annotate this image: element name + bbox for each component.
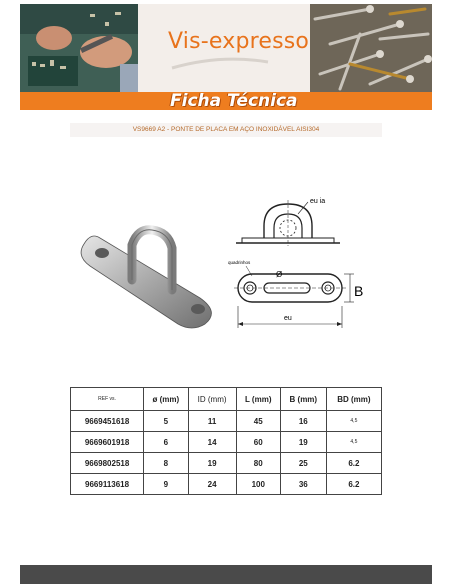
brand-swoosh (170, 56, 270, 70)
cell-length: 80 (236, 453, 280, 474)
banner-title: Ficha Técnica (170, 91, 298, 110)
col-header-id: ID (mm) (188, 388, 236, 411)
cell-width: 16 (280, 411, 326, 432)
cell-ref: 9669601918 (71, 432, 144, 453)
label-bottom: eu (284, 315, 292, 322)
footer-bar (20, 565, 432, 584)
cell-width: 36 (280, 474, 326, 495)
specs-table (70, 387, 382, 495)
cell-width: 25 (280, 453, 326, 474)
cell-bd: 4,5 (326, 411, 381, 432)
col-header-diameter: ø (mm) (144, 388, 188, 411)
cell-ref: 9669451618 (71, 411, 144, 432)
table-row (71, 474, 382, 495)
workbench-photo (20, 4, 138, 92)
cell-length: 45 (236, 411, 280, 432)
cell-diameter: 8 (144, 453, 188, 474)
brand-name: Vis-expresso (168, 29, 310, 54)
cell-bd: 4,5 (326, 432, 381, 453)
cell-bd: 6.2 (326, 453, 381, 474)
label-diameter: Ø (276, 270, 283, 279)
cell-width: 19 (280, 432, 326, 453)
product-subtitle: VS9669 A2 - PONTE DE PLACA EM AÇO INOXIDÁVEL AISI304 (70, 123, 382, 137)
label-top: eu ia (310, 198, 326, 205)
cell-diameter: 9 (144, 474, 188, 495)
cell-length: 60 (236, 432, 280, 453)
product-image (80, 220, 230, 330)
cell-id: 14 (188, 432, 236, 453)
table-row (71, 453, 382, 474)
col-header-length: L (mm) (236, 388, 280, 411)
table-header-row (71, 388, 382, 411)
table-row (71, 432, 382, 453)
header-banner (20, 4, 432, 110)
cell-length: 100 (236, 474, 280, 495)
label-b: B (354, 283, 364, 299)
cell-diameter: 5 (144, 411, 188, 432)
cell-ref: 9669113618 (71, 474, 144, 495)
col-header-bd: BD (mm) (326, 388, 381, 411)
cell-id: 24 (188, 474, 236, 495)
cell-diameter: 6 (144, 432, 188, 453)
col-header-ref: REF vs. (71, 388, 144, 411)
technical-drawing (228, 186, 370, 346)
label-left: quadrinhos (228, 260, 251, 265)
screws-photo (310, 4, 432, 92)
cell-id: 19 (188, 453, 236, 474)
table-row (71, 411, 382, 432)
cell-id: 11 (188, 411, 236, 432)
cell-ref: 9669802518 (71, 453, 144, 474)
cell-bd: 6.2 (326, 474, 381, 495)
col-header-width: B (mm) (280, 388, 326, 411)
